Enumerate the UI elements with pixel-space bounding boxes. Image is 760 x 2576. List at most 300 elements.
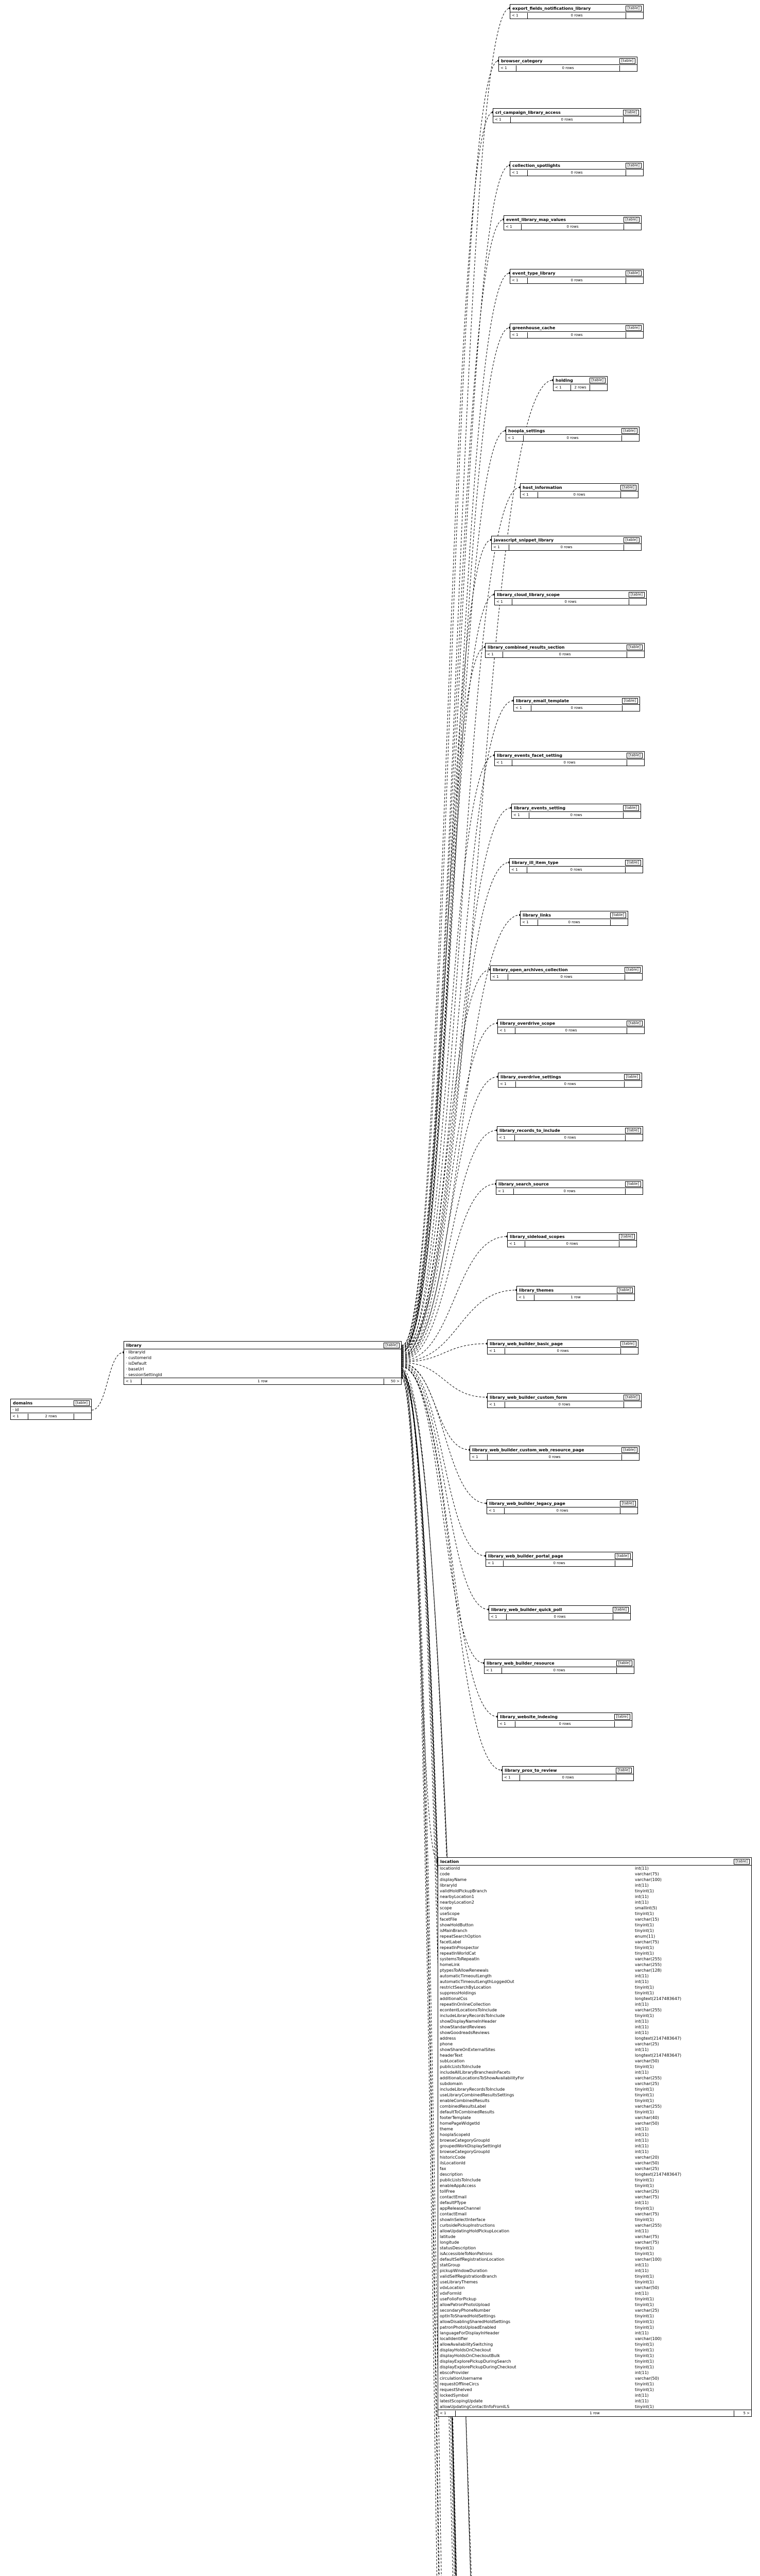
- children-count[interactable]: < 1: [499, 1721, 506, 1726]
- column-name: curbsidePickupInstructions: [440, 2223, 495, 2228]
- table-kind-badge: [table]: [613, 1607, 629, 1613]
- children-count[interactable]: < 1: [512, 170, 519, 175]
- table-node-library-events-setting[interactable]: [511, 804, 641, 819]
- row-count: 0 rows: [510, 117, 624, 123]
- column-row[interactable]: [438, 2251, 751, 2257]
- row-count: 0 rows: [508, 974, 625, 980]
- children-count[interactable]: < 1: [496, 599, 503, 604]
- column-name: nearbyLocation2: [440, 1900, 474, 1905]
- column-row[interactable]: [438, 2404, 751, 2410]
- column-row[interactable]: [438, 2200, 751, 2206]
- children-count[interactable]: < 1: [522, 492, 529, 497]
- column-row[interactable]: [438, 2245, 751, 2251]
- column-row[interactable]: [438, 2364, 751, 2370]
- column-name: combinedResultsLabel: [440, 2104, 486, 2109]
- column-row[interactable]: [438, 2115, 751, 2121]
- column-name: ptypesToAllowRenewals: [440, 1968, 489, 1973]
- column-row[interactable]: [438, 2126, 751, 2132]
- table-name[interactable]: library_events_facet_setting: [497, 753, 562, 758]
- children-count[interactable]: < 1: [512, 332, 519, 337]
- column-row[interactable]: [438, 2132, 751, 2138]
- table-node-library-search-source[interactable]: [496, 1180, 643, 1195]
- column-row[interactable]: [438, 2194, 751, 2200]
- table-node-library-events-facet-setting[interactable]: [494, 751, 645, 766]
- table-node-library-open-archives-collection[interactable]: [490, 965, 643, 980]
- column-row[interactable]: [438, 2342, 751, 2347]
- table-node-javascript-snippet-library[interactable]: [491, 536, 642, 551]
- table-footer: [517, 1294, 634, 1300]
- column-row[interactable]: [438, 2081, 751, 2087]
- table-node-library-website-indexing[interactable]: [497, 1713, 632, 1727]
- column-row[interactable]: [438, 1934, 751, 1939]
- children-count[interactable]: < 1: [440, 2411, 446, 2415]
- column-row[interactable]: [438, 2217, 751, 2223]
- column-name: nearbyLocation1: [440, 1894, 474, 1899]
- column-row[interactable]: [438, 2211, 751, 2217]
- column-type: tinyint(1): [634, 1945, 654, 1950]
- table-name[interactable]: hoopla_settings: [508, 428, 545, 433]
- column-row[interactable]: [438, 2172, 751, 2177]
- column-row[interactable]: [438, 2398, 751, 2404]
- column-row[interactable]: [438, 1900, 751, 1905]
- table-node-library-sideload-scopes[interactable]: [507, 1232, 637, 1247]
- table-node-library-prox-to-review[interactable]: [502, 1766, 634, 1781]
- column-row[interactable]: [438, 2104, 751, 2109]
- table-name[interactable]: library_web_builder_legacy_page: [489, 1501, 565, 1506]
- column-row[interactable]: [438, 2143, 751, 2149]
- table-footer: [554, 384, 607, 391]
- column-row[interactable]: [438, 2019, 751, 2024]
- table-node-event-library-map-values[interactable]: [504, 215, 642, 230]
- column-row[interactable]: [438, 2336, 751, 2342]
- table-node-library-combined-results-section[interactable]: [485, 643, 645, 658]
- table-kind-badge: [table]: [623, 805, 639, 811]
- table-name[interactable]: library_records_to_include: [499, 1128, 560, 1133]
- children-count[interactable]: < 1: [493, 545, 500, 549]
- column-name: useFolioForPickup: [440, 2297, 477, 2301]
- column-row[interactable]: [438, 2047, 751, 2053]
- children-count[interactable]: < 1: [499, 1028, 506, 1032]
- children-count[interactable]: < 1: [555, 385, 562, 389]
- children-count[interactable]: < 1: [472, 1454, 478, 1459]
- column-row[interactable]: [438, 2041, 751, 2047]
- table-node-library-overdrive-settings[interactable]: [498, 1073, 642, 1088]
- column-row[interactable]: [438, 1945, 751, 1951]
- column-type: varchar(75): [634, 1872, 659, 1876]
- children-count[interactable]: < 1: [487, 652, 494, 656]
- table-node-greenhouse-cache[interactable]: [510, 324, 644, 338]
- children-count[interactable]: < 1: [489, 1508, 495, 1513]
- column-row[interactable]: [438, 2058, 751, 2064]
- column-row[interactable]: [438, 1888, 751, 1894]
- column-row[interactable]: [438, 2007, 751, 2013]
- column-row[interactable]: [438, 2376, 751, 2381]
- column-name: headerText: [440, 2053, 463, 2058]
- column-row[interactable]: [124, 1355, 401, 1361]
- column-name: contactEmail: [440, 2195, 467, 2199]
- children-count[interactable]: < 1: [498, 1189, 505, 1193]
- column-row[interactable]: [438, 2257, 751, 2262]
- column-type: tinyint(1): [634, 1928, 654, 1933]
- table-node-event-type-library[interactable]: [510, 269, 644, 284]
- column-name: browseCategoryGroupId: [440, 2149, 490, 2154]
- column-type: tinyint(1): [634, 2302, 654, 2307]
- children-count[interactable]: < 1: [491, 1614, 497, 1619]
- table-kind-badge: [table]: [624, 537, 640, 543]
- table-node-export-fields-notifications-library[interactable]: [510, 4, 644, 19]
- column-row[interactable]: [438, 2138, 751, 2143]
- column-name: displayName: [440, 1877, 467, 1882]
- table-name[interactable]: library: [126, 1343, 142, 1348]
- column-row[interactable]: [438, 1979, 751, 1985]
- children-count[interactable]: < 1: [506, 224, 512, 229]
- table-name[interactable]: browser_category: [501, 58, 543, 63]
- column-list: [124, 1349, 401, 1378]
- column-row[interactable]: [438, 2393, 751, 2398]
- column-row[interactable]: [438, 2381, 751, 2387]
- children-count[interactable]: < 1: [504, 1775, 511, 1780]
- table-node-host-information[interactable]: [520, 483, 638, 498]
- parents-count[interactable]: 5 >: [743, 2411, 750, 2415]
- table-name[interactable]: collection_spotlights: [512, 163, 560, 168]
- column-row[interactable]: [438, 2313, 751, 2319]
- column-row[interactable]: [124, 1361, 401, 1366]
- table-name[interactable]: library_overdrive_settings: [500, 1074, 561, 1079]
- table-node-library-web-builder-resource[interactable]: [484, 1659, 634, 1674]
- column-row[interactable]: [438, 2155, 751, 2160]
- column-row[interactable]: [438, 1922, 751, 1928]
- children-count[interactable]: < 1: [496, 760, 503, 765]
- column-type: tinyint(1): [634, 2404, 654, 2409]
- children-count[interactable]: < 1: [513, 812, 520, 817]
- column-name: tollFree: [440, 2189, 455, 2194]
- column-row[interactable]: [438, 2308, 751, 2313]
- column-name: repeatInWorldCat: [440, 1951, 476, 1956]
- column-row[interactable]: [438, 2036, 751, 2041]
- column-row[interactable]: [438, 2285, 751, 2291]
- column-row[interactable]: [438, 2064, 751, 2070]
- column-row[interactable]: [438, 2030, 751, 2036]
- column-type: varchar(100): [634, 1877, 662, 1882]
- column-row[interactable]: [438, 1877, 751, 1883]
- table-footer: [498, 1027, 644, 1033]
- table-name[interactable]: library_cloud_library_scope: [497, 592, 560, 597]
- table-footer: [503, 1774, 633, 1781]
- column-name: · libraryid: [126, 1350, 146, 1354]
- table-kind-badge: [table]: [619, 1234, 635, 1240]
- column-row[interactable]: [438, 2228, 751, 2234]
- table-kind-badge: [table]: [626, 6, 642, 11]
- relationship-edge: [402, 61, 498, 1346]
- column-row[interactable]: [438, 2002, 751, 2007]
- children-count[interactable]: < 1: [488, 1561, 494, 1565]
- column-row[interactable]: [438, 2013, 751, 2019]
- column-type: varchar(255): [634, 2076, 662, 2080]
- table-footer: [512, 812, 641, 818]
- table-name[interactable]: library_sideload_scopes: [510, 1234, 565, 1239]
- table-node-library-web-builder-custom-form[interactable]: [487, 1393, 642, 1408]
- column-row[interactable]: [438, 2359, 751, 2364]
- table-header: [510, 859, 643, 867]
- table-kind-badge: [table]: [74, 1400, 90, 1406]
- column-type: tinyint(1): [634, 1923, 654, 1927]
- column-row[interactable]: [438, 2070, 751, 2075]
- children-count[interactable]: < 1: [126, 1379, 132, 1383]
- column-row[interactable]: [438, 2234, 751, 2240]
- column-row[interactable]: [438, 2189, 751, 2194]
- children-count[interactable]: < 1: [508, 435, 514, 440]
- column-row[interactable]: [438, 1939, 751, 1945]
- column-name: ilsLocationId: [440, 2161, 465, 2165]
- column-type: tinyint(1): [634, 1985, 654, 1990]
- column-row[interactable]: [438, 1894, 751, 1900]
- table-header: [495, 591, 646, 599]
- children-count[interactable]: < 1: [512, 278, 519, 282]
- column-type: tinyint(1): [634, 2382, 654, 2386]
- column-name: displayExplorePickupDuringCheckout: [440, 2365, 516, 2369]
- column-row[interactable]: [438, 2166, 751, 2172]
- column-row[interactable]: [438, 1990, 751, 1996]
- table-name[interactable]: library_web_builder_basic_page: [490, 1341, 563, 1346]
- table-name[interactable]: library_web_builder_portal_page: [488, 1553, 563, 1558]
- column-row[interactable]: [438, 2387, 751, 2393]
- row-count: 1 row: [455, 2411, 734, 2416]
- column-row[interactable]: [438, 2319, 751, 2325]
- table-name[interactable]: library_web_builder_custom_form: [490, 1395, 567, 1400]
- table-name[interactable]: host_information: [523, 485, 562, 490]
- column-row[interactable]: [438, 1928, 751, 1934]
- children-count[interactable]: < 1: [511, 867, 518, 872]
- column-row[interactable]: [438, 2353, 751, 2359]
- children-count[interactable]: < 1: [492, 974, 499, 979]
- table-node-library-themes[interactable]: [516, 1286, 635, 1301]
- children-count[interactable]: < 1: [499, 1135, 506, 1140]
- column-row[interactable]: [438, 2370, 751, 2376]
- table-name[interactable]: javascript_snippet_library: [494, 537, 554, 543]
- table-node-library-web-builder-quick-poll[interactable]: [489, 1605, 631, 1620]
- column-row[interactable]: [438, 2092, 751, 2098]
- column-row[interactable]: [438, 1962, 751, 1968]
- children-count[interactable]: < 1: [512, 13, 519, 18]
- children-count[interactable]: < 1: [519, 1295, 525, 1299]
- row-count: 0 rows: [513, 1189, 626, 1194]
- column-row[interactable]: [438, 2274, 751, 2279]
- column-row[interactable]: [438, 2325, 751, 2330]
- column-row[interactable]: [438, 1985, 751, 1990]
- column-row[interactable]: [438, 2053, 751, 2058]
- table-node-domains[interactable]: [10, 1399, 92, 1420]
- column-row[interactable]: [438, 1968, 751, 1973]
- column-name: suppressHoldings: [440, 1991, 476, 1995]
- table-node-library-records-to-include[interactable]: [497, 1126, 643, 1141]
- column-name: vdxFormId: [440, 2291, 462, 2296]
- table-name[interactable]: location: [440, 1859, 459, 1864]
- table-node-library-web-builder-legacy-page[interactable]: [487, 1499, 638, 1514]
- column-row[interactable]: [124, 1366, 401, 1372]
- table-header: [508, 1233, 636, 1241]
- column-row[interactable]: [438, 1973, 751, 1979]
- table-name[interactable]: library_overdrive_scope: [500, 1021, 556, 1026]
- column-row[interactable]: [438, 1911, 751, 1917]
- children-count[interactable]: < 1: [522, 920, 529, 924]
- table-name[interactable]: event_library_map_values: [506, 217, 566, 222]
- column-row[interactable]: [124, 1349, 401, 1355]
- table-name[interactable]: library_search_source: [498, 1181, 549, 1187]
- children-count[interactable]: < 1: [509, 1241, 516, 1246]
- column-type: longtext(2147483647): [634, 2036, 682, 2041]
- column-row[interactable]: [438, 2296, 751, 2302]
- column-row[interactable]: [438, 2177, 751, 2183]
- table-footer: [510, 170, 643, 176]
- column-row[interactable]: [438, 2268, 751, 2274]
- table-footer: [510, 277, 643, 283]
- column-row[interactable]: [438, 2160, 751, 2166]
- parents-count[interactable]: 50 >: [391, 1379, 400, 1383]
- table-name[interactable]: library_links: [523, 912, 551, 918]
- table-name[interactable]: library_email_template: [516, 698, 569, 703]
- table-node-library-web-builder-portal-page[interactable]: [486, 1552, 633, 1567]
- column-row[interactable]: [438, 1871, 751, 1877]
- table-name[interactable]: library_prox_to_review: [505, 1768, 557, 1773]
- column-row[interactable]: [438, 2240, 751, 2245]
- column-row[interactable]: [438, 1905, 751, 1911]
- table-name[interactable]: library_web_builder_resource: [487, 1660, 555, 1666]
- column-type: tinyint(1): [634, 2251, 654, 2256]
- row-count: 0 rows: [520, 1775, 616, 1781]
- column-name: includeLibraryRecordsToInclude: [440, 2013, 505, 2018]
- table-header: [554, 377, 607, 384]
- row-count: 0 rows: [527, 13, 626, 19]
- column-list: [11, 1407, 91, 1413]
- table-name[interactable]: library_ill_item_type: [512, 860, 559, 865]
- column-row[interactable]: [438, 2347, 751, 2353]
- column-row[interactable]: [438, 2291, 751, 2296]
- table-node-collection-spotlights[interactable]: [510, 161, 644, 176]
- column-type: tinyint(1): [634, 2274, 654, 2279]
- table-kind-badge: [table]: [625, 967, 641, 973]
- table-kind-badge: [table]: [620, 1501, 636, 1506]
- column-row[interactable]: [438, 2183, 751, 2189]
- table-node-library-cloud-library-scope[interactable]: [494, 590, 647, 605]
- column-row[interactable]: [438, 2109, 751, 2115]
- table-name[interactable]: library_events_setting: [514, 805, 566, 810]
- table-node-library-ill-item-type[interactable]: [509, 858, 643, 873]
- row-count: 2 rows: [28, 1414, 74, 1419]
- children-count[interactable]: < 1: [486, 1668, 493, 1672]
- table-name[interactable]: library_open_archives_collection: [493, 967, 568, 972]
- table-node-library-web-builder-custom-web-resource-page[interactable]: [470, 1446, 640, 1461]
- column-row[interactable]: [438, 1951, 751, 1956]
- column-row[interactable]: [438, 1917, 751, 1922]
- table-node-library-links[interactable]: [520, 911, 628, 926]
- column-type: longtext(2147483647): [634, 2053, 682, 2058]
- table-name[interactable]: domains: [13, 1400, 33, 1405]
- column-row[interactable]: [438, 1883, 751, 1888]
- row-count: 0 rows: [525, 1241, 619, 1247]
- column-name: code: [440, 1872, 450, 1876]
- column-type: varchar(255): [634, 2104, 662, 2109]
- children-count[interactable]: < 1: [12, 1414, 19, 1418]
- column-row[interactable]: [438, 2302, 751, 2308]
- column-row[interactable]: [438, 2121, 751, 2126]
- table-name[interactable]: library_web_builder_quick_poll: [491, 1607, 562, 1612]
- children-count[interactable]: < 1: [500, 1081, 507, 1086]
- column-name: displayHoldsOnCheckoutBulk: [440, 2353, 500, 2358]
- column-name: showShareOnExternalSites: [440, 2047, 495, 2052]
- column-type: tinyint(1): [634, 2093, 654, 2097]
- children-count[interactable]: < 1: [500, 65, 507, 70]
- table-node-library[interactable]: [124, 1341, 402, 1385]
- column-row[interactable]: [438, 2223, 751, 2228]
- column-type: int(11): [634, 2127, 649, 2131]
- table-footer: [497, 1134, 643, 1141]
- column-name: repeatInOnlineCollection: [440, 2002, 491, 2007]
- table-kind-badge: [table]: [624, 1074, 640, 1080]
- table-header: [438, 1858, 751, 1866]
- column-row[interactable]: [124, 1372, 401, 1378]
- column-row[interactable]: [438, 2024, 751, 2030]
- table-name[interactable]: library_website_indexing: [500, 1714, 558, 1719]
- table-footer: [485, 1667, 634, 1673]
- table-node-browser-category[interactable]: [498, 57, 637, 72]
- table-name[interactable]: greenhouse_cache: [512, 325, 556, 330]
- column-row[interactable]: [438, 1866, 751, 1871]
- table-name[interactable]: event_type_library: [512, 270, 556, 276]
- table-node-hoopla-settings[interactable]: [506, 427, 640, 442]
- column-row[interactable]: [438, 2262, 751, 2268]
- children-count[interactable]: < 1: [489, 1348, 496, 1353]
- table-header: [488, 1394, 641, 1401]
- table-name[interactable]: crl_campaign_library_access: [495, 110, 561, 115]
- table-name[interactable]: export_fields_notifications_library: [512, 6, 591, 11]
- column-row[interactable]: [438, 1956, 751, 1962]
- relationship-edge: [402, 755, 494, 1354]
- column-row[interactable]: [438, 1996, 751, 2002]
- table-name[interactable]: library_combined_results_section: [488, 645, 565, 650]
- table-header: [492, 536, 641, 544]
- column-type: tinyint(1): [634, 2387, 654, 2392]
- table-name[interactable]: library_themes: [519, 1287, 554, 1293]
- table-name[interactable]: library_web_builder_custom_web_resource_page: [472, 1447, 584, 1452]
- column-row[interactable]: [438, 2279, 751, 2285]
- table-node-library-overdrive-scope[interactable]: [497, 1019, 645, 1034]
- column-type: varchar(20): [634, 2155, 659, 2160]
- table-node-library-email-template[interactable]: [513, 697, 640, 711]
- column-row[interactable]: [438, 2098, 751, 2104]
- table-kind-badge: [table]: [624, 1395, 640, 1400]
- column-row[interactable]: [438, 2330, 751, 2336]
- table-node-holding[interactable]: [553, 376, 608, 391]
- column-row[interactable]: [438, 2149, 751, 2155]
- table-node-crl-campaign-library-access[interactable]: [493, 108, 641, 123]
- column-name: theme: [440, 2127, 453, 2131]
- table-node-location[interactable]: [438, 1857, 752, 2417]
- children-count[interactable]: < 1: [489, 1402, 496, 1406]
- column-row[interactable]: [438, 2075, 751, 2081]
- children-count[interactable]: < 1: [515, 705, 522, 710]
- table-header: [506, 427, 639, 435]
- column-type: varchar(25): [634, 2081, 659, 2086]
- table-name[interactable]: holding: [556, 378, 573, 383]
- column-row[interactable]: [438, 2087, 751, 2092]
- column-row[interactable]: [438, 2206, 751, 2211]
- table-node-library-web-builder-basic-page[interactable]: [487, 1340, 638, 1354]
- column-row[interactable]: [11, 1407, 91, 1413]
- children-count[interactable]: < 1: [495, 117, 502, 122]
- table-footer: [510, 12, 643, 19]
- column-name: latitude: [440, 2234, 456, 2239]
- column-type: int(11): [634, 2025, 649, 2029]
